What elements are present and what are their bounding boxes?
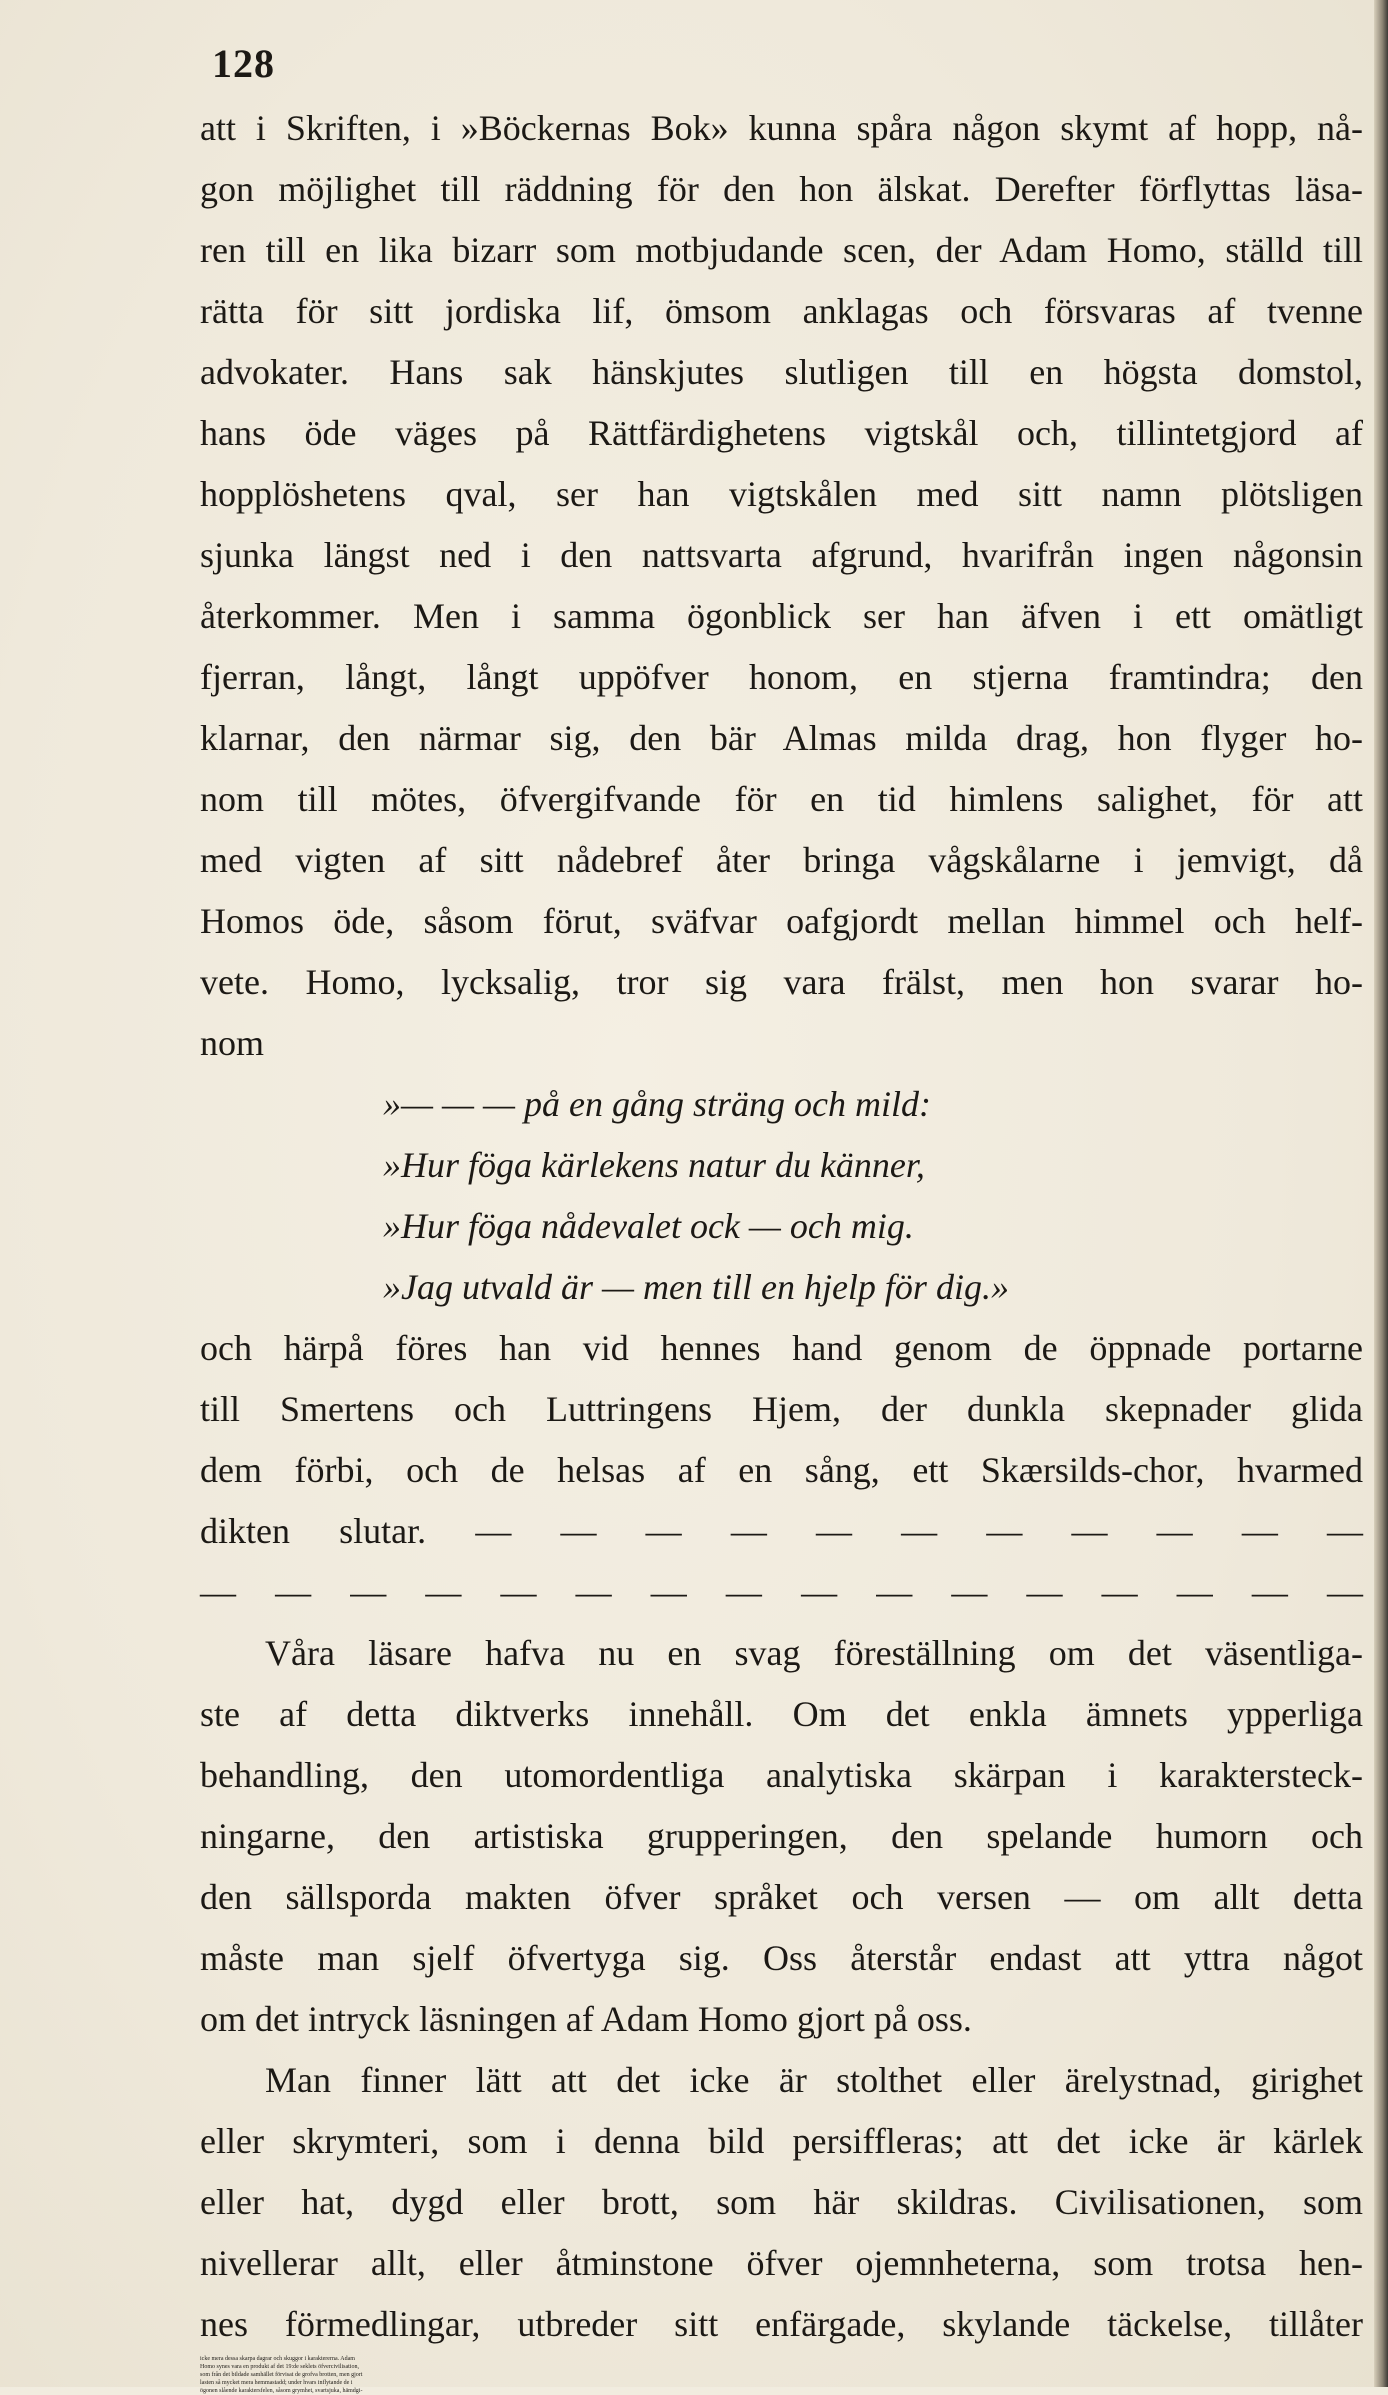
text-line: återkommer. Men i samma ögonblick ser han äfven i ett omätligt [200, 596, 1363, 636]
text-line: om det intryck läsningen af Adam Homo gjort på oss. [200, 1999, 972, 2039]
paragraph-start-line: Våra läsare hafva nu en svag föreställning om det väsentliga- [265, 1633, 1363, 1673]
text-line: rätta för sitt jordiska lif, ömsom anklagas och försvaras af tvenne [200, 291, 1363, 331]
text-line: hopplöshetens qval, ser han vigtskålen med sitt namn plötsligen [200, 474, 1363, 514]
text-line: till Smertens och Luttringens Hjem, der dunkla skepnader glida [200, 1389, 1363, 1429]
text-line: icke mera dessa skarpa dagrar och skuggor i karaktererna. Adam [200, 2356, 355, 2362]
text-line: den sällsporda makten öfver språket och versen — om allt detta [200, 1877, 1363, 1917]
page-edge [1374, 0, 1388, 2387]
text-line: Homo synes vara en produkt af det 19:de seklets öfvercivilisation, [200, 2364, 359, 2370]
text-line: sjunka längst ned i den nattsvarta afgrund, hvarifrån ingen någonsin [200, 535, 1363, 575]
text-line: och härpå föres han vid hennes hand genom de öppnade portarne [200, 1328, 1363, 1368]
verse-line: »Hur föga nådevalet ock — och mig. [383, 1206, 914, 1246]
paragraph-start-line: Man finner lätt att det icke är stolthet eller ärelystnad, girighet [265, 2060, 1363, 2100]
text-line: advokater. Hans sak hänskjutes slutligen till en högsta domstol, [200, 352, 1363, 392]
text-line: nom [200, 1023, 265, 1063]
text-line: med vigten af sitt nådebref åter bringa vågskålarne i jemvigt, då [200, 840, 1363, 880]
text-line: dikten slutar. — — — — — — — — — — — [200, 1511, 1363, 1551]
verse-line: »— — — på en gång sträng och mild: [383, 1084, 931, 1124]
text-line: nes förmedlingar, utbreder sitt enfärgade, skylande täckelse, tillåter [200, 2304, 1363, 2344]
text-line: fjerran, långt, långt uppöfver honom, en stjerna framtindra; den [200, 657, 1363, 697]
text-line: Homos öde, såsom förut, sväfvar oafgjordt mellan himmel och helf- [200, 901, 1363, 941]
text-line: lasten så mycket mera hemmastadd; under hvars inflytande de i [200, 2380, 353, 2386]
dash-rule-line: — — — — — — — — — — — — — — — — [200, 1572, 1363, 1612]
text-line: som från det bildade samhället förvisat de grofva brotten, men gjort [200, 2372, 363, 2378]
text-line: eller skrymteri, som i denna bild persiffleras; att det icke är kärlek [200, 2121, 1363, 2161]
text-line: behandling, den utomordentliga analytiska skärpan i karaktersteck- [200, 1755, 1363, 1795]
text-line: eller hat, dygd eller brott, som här skildras. Civilisationen, som [200, 2182, 1363, 2222]
text-line: att i Skriften, i »Böckernas Bok» kunna spåra någon skymt af hopp, nå- [200, 108, 1363, 148]
text-line: nom till mötes, öfvergifvande för en tid himlens salighet, för att [200, 779, 1363, 819]
text-line: ningarne, den artistiska grupperingen, den spelande humorn och [200, 1816, 1363, 1856]
verse-line: »Jag utvald är — men till en hjelp för dig.» [383, 1267, 1009, 1307]
verse-line: »Hur föga kärlekens natur du känner, [383, 1145, 925, 1185]
text-line: ste af detta diktverks innehåll. Om det enkla ämnets ypperliga [200, 1694, 1363, 1734]
text-line: gon möjlighet till räddning för den hon älskat. Derefter förflyttas läsa- [200, 169, 1363, 209]
text-line: vete. Homo, lycksalig, tror sig vara frälst, men hon svarar ho- [200, 962, 1363, 1002]
text-line: klarnar, den närmar sig, den bär Almas milda drag, hon flyger ho- [200, 718, 1363, 758]
text-line: ögonen slående karaktersfelen, såsom grymhet, svartsjuka, hämdgi- [200, 2388, 363, 2394]
text-line: hans öde väges på Rättfärdighetens vigtskål och, tillintetgjord af [200, 413, 1363, 453]
text-line: dem förbi, och de helsas af en sång, ett Skærsilds-chor, hvarmed [200, 1450, 1363, 1490]
text-line: ren till en lika bizarr som motbjudande scen, der Adam Homo, ställd till [200, 230, 1363, 270]
text-line: måste man sjelf öfvertyga sig. Oss återstår endast att yttra något [200, 1938, 1363, 1978]
text-line: nivellerar allt, eller åtminstone öfver ojemnheterna, som trotsa hen- [200, 2243, 1363, 2283]
page-number: 128 [212, 41, 275, 86]
